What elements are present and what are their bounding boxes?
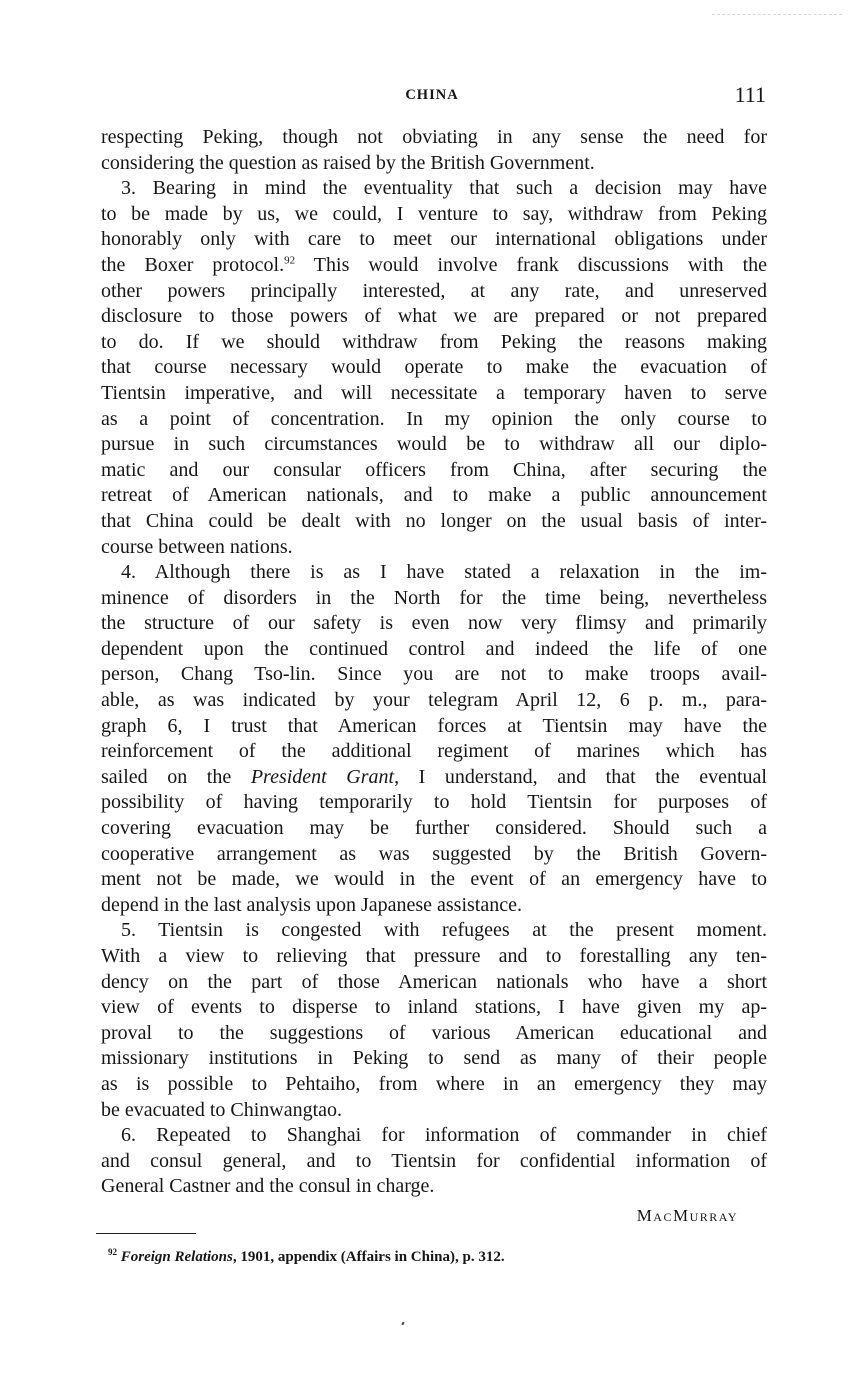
text-line: person, Chang Tso-lin. Since you are not to make troops avail- xyxy=(101,663,767,686)
text-line: retreat of American nationals, and to make a public announcement xyxy=(101,484,767,507)
text-line: to be made by us, we could, I venture to say, withdraw from Peking xyxy=(101,202,767,225)
scan-corner-mark xyxy=(712,14,842,15)
footnote-mark: 92 xyxy=(108,1247,117,1257)
text-line: as a point of concentration. In my opinion the only course to xyxy=(101,407,767,430)
text-line: 5. Tientsin is congested with refugees at the present moment. xyxy=(121,919,767,942)
paragraph-6 xyxy=(101,1123,767,1200)
text-line: matic and our consular officers from China, after securing the xyxy=(101,458,767,481)
text-line: as is possible to Pehtaiho, from where in an emergency they may xyxy=(101,1072,767,1095)
text-fragment: the Boxer protocol. xyxy=(101,253,285,276)
text-line: able, as was indicated by your telegram April 12, 6 p. m., para- xyxy=(101,689,767,712)
text-line: disclosure to those powers of what we are prepared or not prepared xyxy=(101,305,767,328)
running-header xyxy=(0,82,864,106)
text-line: honorably only with care to meet our international obligations under xyxy=(101,228,767,251)
text-line: considering the question as raised by the British Government. xyxy=(101,151,595,174)
text-line: be evacuated to Chinwangtao. xyxy=(101,1098,343,1121)
text-line: course between nations. xyxy=(101,535,293,558)
text-line xyxy=(101,253,767,279)
paragraph-continued xyxy=(101,125,767,176)
body-text xyxy=(101,125,767,1200)
text-line: other powers principally interested, at any rate, and unreserved xyxy=(101,279,767,302)
footnote-text: , 1901, appendix (Affairs in China), p. 312. xyxy=(232,1249,505,1265)
ship-name: President Grant xyxy=(250,765,395,788)
text-line: ment not be made, we would in the event of an emergency have to xyxy=(101,868,767,891)
text-fragment: , I understand, and that the eventual xyxy=(394,765,767,788)
text-line: 3. Bearing in mind the eventuality that such a decision may have xyxy=(121,177,767,200)
text-line: that China could be dealt with no longer on the usual basis of inter- xyxy=(101,509,767,532)
paragraph-4 xyxy=(101,560,767,918)
text-fragment: This would involve frank discussions with the xyxy=(295,253,768,276)
text-line: General Castner and the consul in charge. xyxy=(101,1175,435,1198)
page-number: 111 xyxy=(734,82,766,107)
footnote-reference: 92 xyxy=(284,254,296,267)
text-line: proval to the suggestions of various American educational and xyxy=(101,1021,767,1044)
text-line: that course necessary would operate to make the evacuation of xyxy=(101,356,767,379)
paragraph-5 xyxy=(101,918,767,1123)
scan-speck xyxy=(401,1322,404,1326)
text-line: Tientsin imperative, and will necessitate a temporary haven to serve xyxy=(101,381,767,404)
running-title: CHINA xyxy=(405,87,459,103)
signature: MacMurray xyxy=(636,1206,738,1225)
text-line: dency on the part of those American nationals who have a short xyxy=(101,970,767,993)
text-line: With a view to relieving that pressure and to forestalling any ten- xyxy=(101,945,767,967)
text-line: view of events to disperse to inland stations, I have given my ap- xyxy=(101,996,767,1019)
text-line: pursue in such circumstances would be to withdraw all our diplo- xyxy=(101,433,767,456)
text-line: cooperative arrangement as was suggested by the British Govern- xyxy=(101,842,767,865)
footnote xyxy=(108,1249,505,1266)
text-line: possibility of having temporarily to hold Tientsin for purposes of xyxy=(101,791,767,814)
text-line: 6. Repeated to Shanghai for information of commander in chief xyxy=(121,1124,767,1147)
text-line: graph 6, I trust that American forces at Tientsin may have the xyxy=(101,714,767,737)
text-line: respecting Peking, though not obviating in any sense the need for xyxy=(101,126,767,148)
paragraph-3 xyxy=(101,176,767,560)
text-line: missionary institutions in Peking to send as many of their people xyxy=(101,1047,767,1070)
footnote-source-title: Foreign Relations xyxy=(120,1249,233,1265)
text-line: dependent upon the continued control and indeed the life of one xyxy=(101,637,767,660)
text-line: minence of disorders in the North for the time being, nevertheless xyxy=(101,586,767,609)
text-line: and consul general, and to Tientsin for confidential information of xyxy=(101,1149,767,1172)
footnote-divider xyxy=(96,1233,196,1234)
text-line: reinforcement of the additional regiment of marines which has xyxy=(101,740,767,763)
text-line: the structure of our safety is even now very flimsy and primarily xyxy=(101,612,767,635)
text-line: covering evacuation may be further considered. Should such a xyxy=(101,817,767,840)
text-line: depend in the last analysis upon Japanese assistance. xyxy=(101,893,522,916)
text-line: to do. If we should withdraw from Peking the reasons making xyxy=(101,330,767,353)
text-fragment: sailed on the xyxy=(101,765,251,788)
text-line xyxy=(101,765,767,791)
text-line: 4. Although there is as I have stated a relaxation in the im- xyxy=(121,561,767,584)
